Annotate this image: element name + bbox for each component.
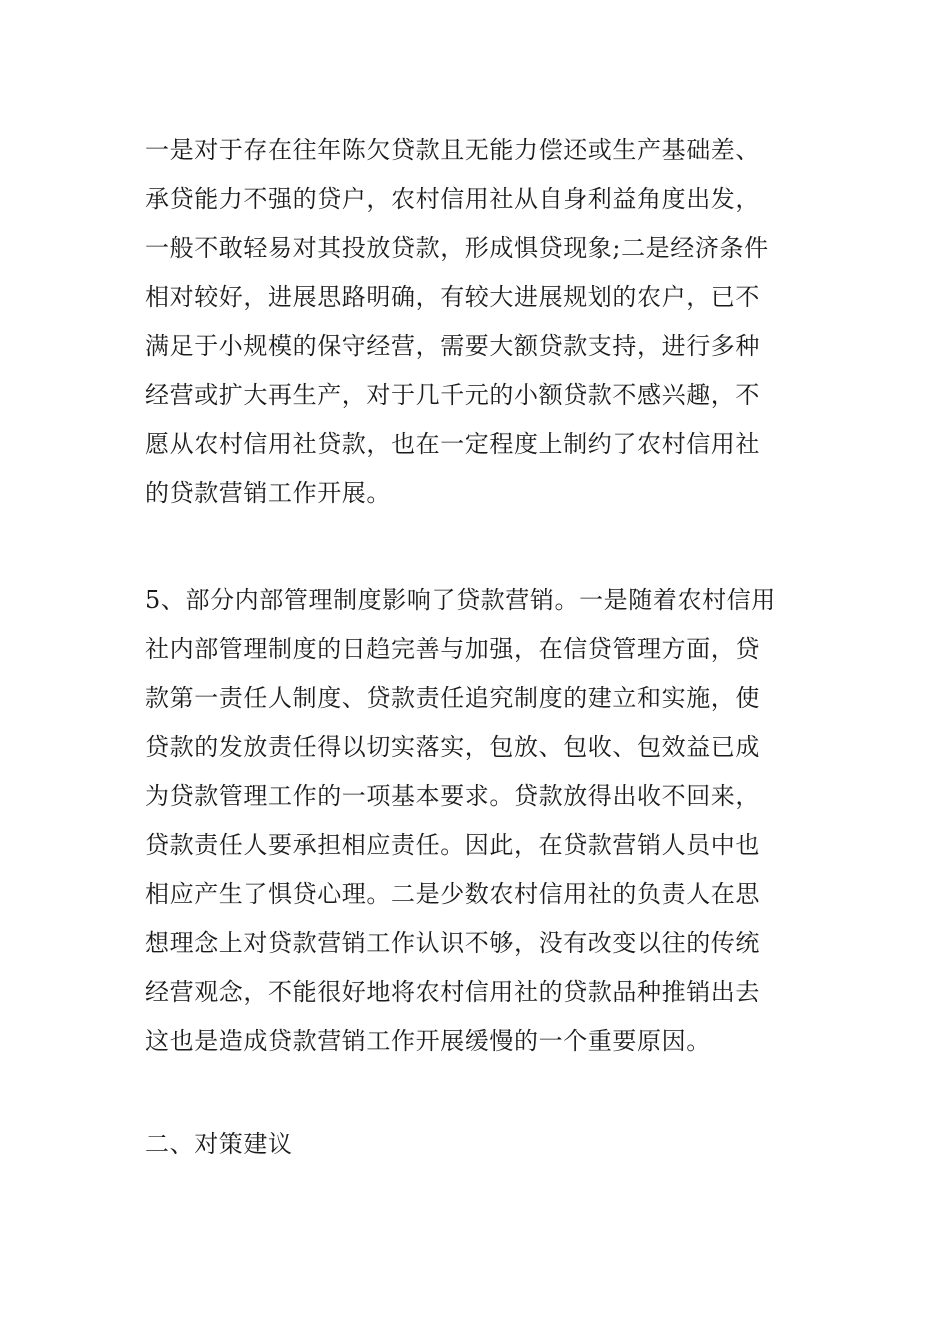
paragraph-line: 经营或扩大再生产，对于几千元的小额贷款不感兴趣，不 xyxy=(145,381,760,409)
paragraph-line: 为贷款管理工作的一项基本要求。贷款放得出收不回来， xyxy=(145,782,760,810)
paragraph-line: 经营观念，不能很好地将农村信用社的贷款品种推销出去 xyxy=(145,978,760,1006)
section-heading xyxy=(145,1120,815,1169)
paragraph-line: 的贷款营销工作开展。 xyxy=(145,479,391,507)
paragraph-line: 款第一责任人制度、贷款责任追究制度的建立和实施，使 xyxy=(145,684,760,712)
paragraph-line: 相对较好，进展思路明确，有较大进展规划的农户，已不 xyxy=(145,283,760,311)
paragraph-internal-management xyxy=(145,576,815,1066)
paragraph-line: 一般不敢轻易对其投放贷款，形成惧贷现象;二是经济条件 xyxy=(145,234,769,262)
paragraph-line: 相应产生了惧贷心理。二是少数农村信用社的负责人在思 xyxy=(145,880,760,908)
paragraph-line: 5、部分内部管理制度影响了贷款营销。一是随着农村信用 xyxy=(145,586,776,614)
paragraph-line: 满足于小规模的保守经营，需要大额贷款支持，进行多种 xyxy=(145,332,760,360)
paragraph-line: 愿从农村信用社贷款，也在一定程度上制约了农村信用社 xyxy=(145,430,760,458)
paragraph-line: 这也是造成贷款营销工作开展缓慢的一个重要原因。 xyxy=(145,1027,711,1055)
section-heading-text: 二、对策建议 xyxy=(145,1130,293,1158)
paragraph-line: 社内部管理制度的日趋完善与加强，在信贷管理方面，贷 xyxy=(145,635,760,663)
paragraph-line: 想理念上对贷款营销工作认识不够，没有改变以往的传统 xyxy=(145,929,760,957)
paragraph-line: 一是对于存在往年陈欠贷款且无能力偿还或生产基础差、 xyxy=(145,136,760,164)
paragraph-line: 贷款的发放责任得以切实落实，包放、包收、包效益已成 xyxy=(145,733,760,761)
paragraph-loan-fear xyxy=(145,126,815,518)
paragraph-line: 承贷能力不强的贷户，农村信用社从自身利益角度出发， xyxy=(145,185,760,213)
paragraph-line: 贷款责任人要承担相应责任。因此，在贷款营销人员中也 xyxy=(145,831,760,859)
